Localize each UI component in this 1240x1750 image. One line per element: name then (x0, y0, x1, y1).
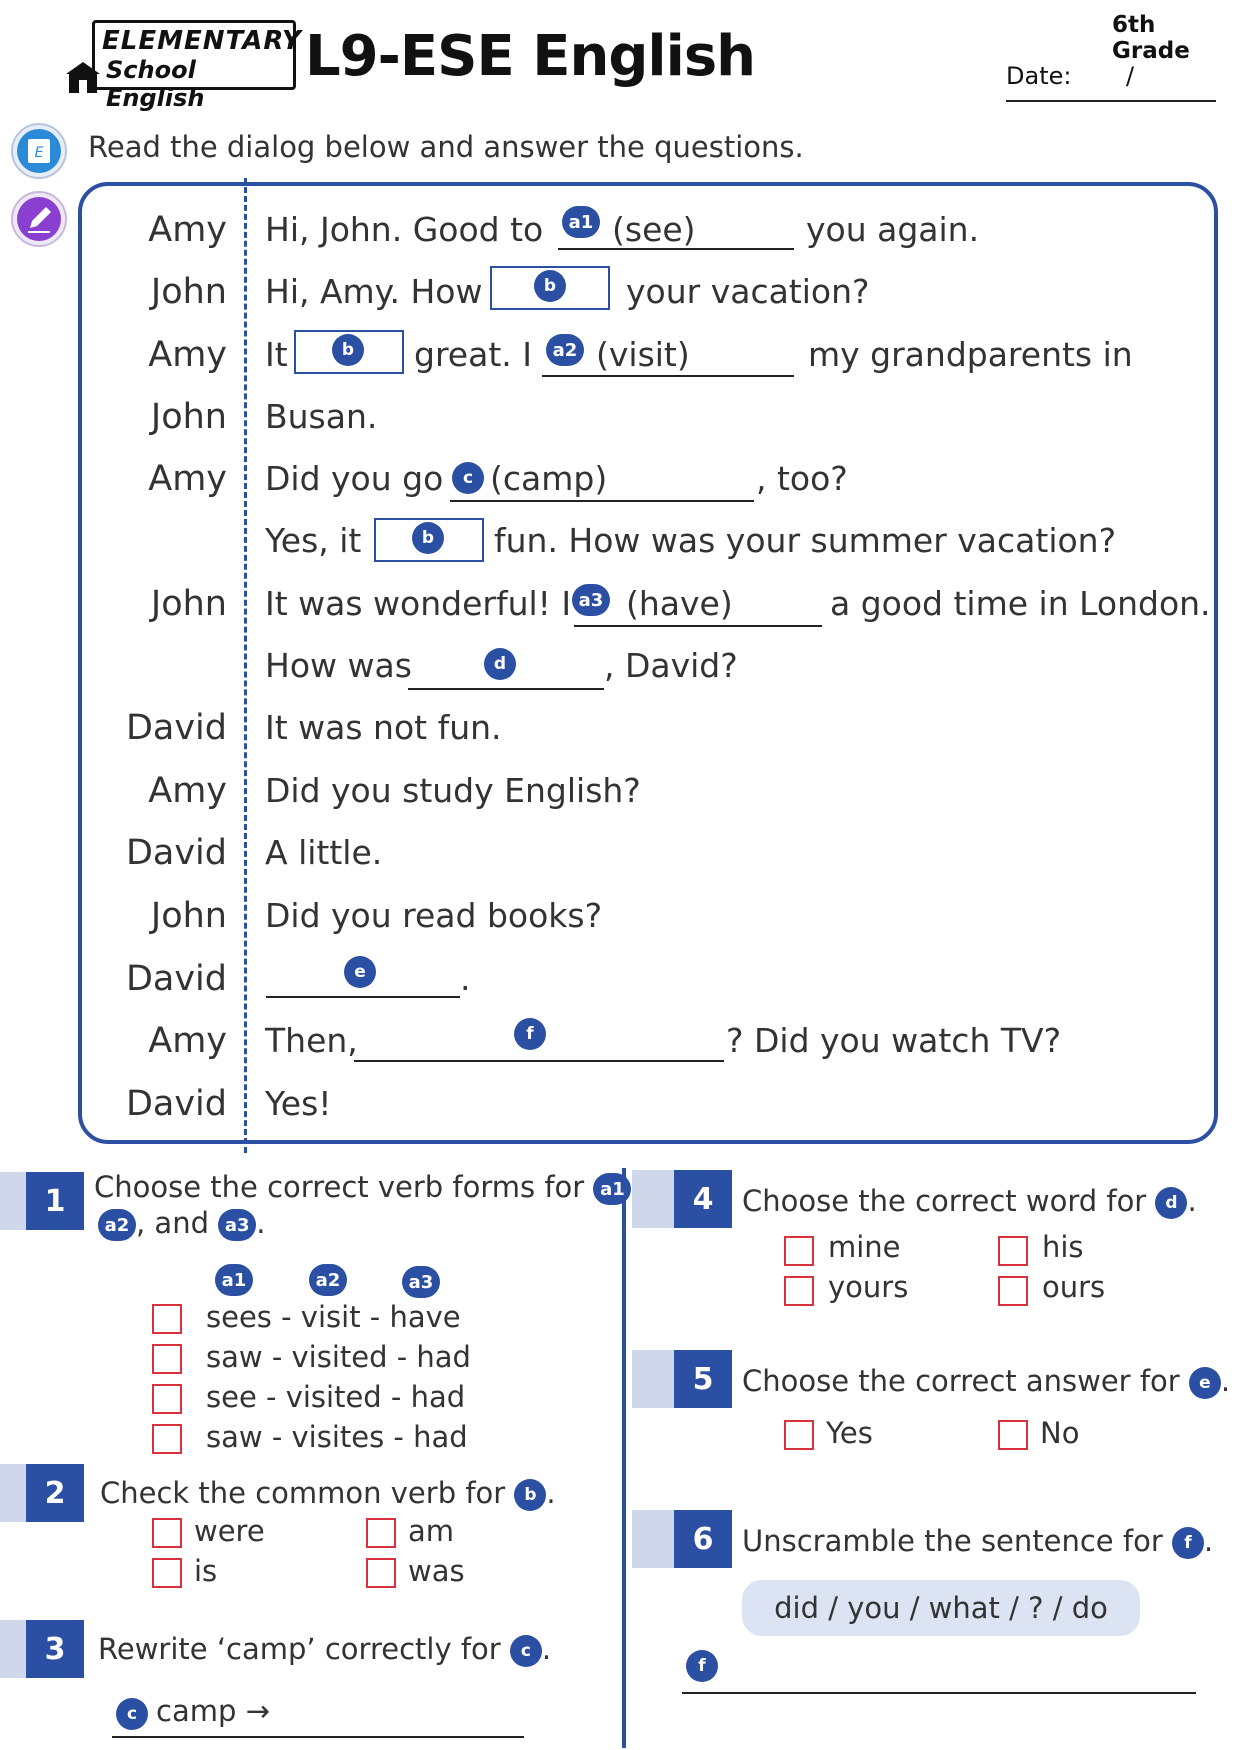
question-6-prompt: Unscramble the sentence for (742, 1524, 1163, 1558)
checkbox-q2-am[interactable] (366, 1518, 396, 1548)
dialog-text: , David? (604, 646, 738, 685)
school-icon (64, 60, 102, 94)
dialog-text: Did you read books? (265, 896, 603, 935)
speaker-label: Amy (148, 335, 227, 375)
scrambled-words (742, 1580, 1140, 1636)
checkbox-q5-yes[interactable] (784, 1420, 814, 1450)
speaker-label: David (125, 833, 227, 873)
checkbox-q2-were[interactable] (152, 1518, 182, 1548)
q6-answer-line[interactable] (682, 1650, 1196, 1694)
dialog-text: How was (265, 646, 412, 685)
book-icon (10, 122, 68, 180)
period: . (546, 1476, 556, 1510)
badge-a1: a1 (593, 1173, 631, 1205)
q2-option: were (194, 1514, 265, 1548)
badge-f: f (1172, 1527, 1204, 1559)
q1-option: saw - visited - had (206, 1340, 471, 1374)
dialog-text: Did you study English? (265, 771, 641, 810)
checkbox-q4-his[interactable] (998, 1236, 1028, 1266)
checkbox-q4-ours[interactable] (998, 1276, 1028, 1306)
q4-option: yours (828, 1270, 909, 1304)
dialog-text: It was not fun. (265, 708, 502, 747)
badge-c: c (116, 1698, 148, 1730)
hint-text: (visit) (596, 335, 690, 374)
badge-a3: a3 (218, 1209, 256, 1241)
speaker-label: Amy (148, 771, 227, 811)
q4-option: ours (1042, 1270, 1106, 1304)
q1-option: saw - visites - had (206, 1420, 468, 1454)
period: . (1187, 1184, 1197, 1218)
badge-c: c (452, 462, 484, 494)
column-badge-a3: a3 (402, 1266, 440, 1298)
logo-top-text: ELEMENTARY (102, 26, 302, 56)
period: . (1203, 1524, 1214, 1558)
dialog-text: , too? (756, 459, 848, 498)
instruction-text: Read the dialog below and answer the questions. (88, 130, 804, 164)
badge-b: b (412, 522, 444, 554)
question-5-text (742, 1364, 1230, 1399)
speaker-label: Amy (148, 210, 227, 250)
date-label: Date: (1006, 62, 1072, 90)
dialog-text: Did you go (265, 459, 444, 498)
badge-d: d (1155, 1187, 1187, 1219)
dialog-text: Yes! (265, 1084, 332, 1123)
q3-answer-prefix: camp → (156, 1694, 270, 1728)
pencil-icon (10, 190, 68, 248)
hint-text: (see) (612, 210, 696, 249)
period: . (256, 1206, 266, 1240)
badge-f: f (514, 1018, 546, 1050)
question-3-text (98, 1632, 551, 1667)
checkbox-q1-opt3[interactable] (152, 1384, 182, 1414)
dialog-text: ? Did you watch TV? (726, 1021, 1062, 1060)
badge-f: f (686, 1650, 718, 1682)
question-1-prompt: Choose the correct verb forms for (94, 1170, 585, 1204)
question-4-text (742, 1184, 1197, 1219)
speaker-label: Amy (148, 1021, 227, 1061)
question-2-text (100, 1476, 556, 1511)
dialog-text: my grandparents in (808, 335, 1133, 374)
checkbox-q1-opt4[interactable] (152, 1424, 182, 1454)
badge-a3: a3 (572, 584, 610, 616)
hint-text: (have) (626, 584, 733, 623)
badge-e: e (344, 956, 376, 988)
speaker-label: David (125, 1084, 227, 1124)
grade-label: 6th Grade (1112, 12, 1190, 64)
dialog-text: your vacation? (626, 272, 870, 311)
question-1-number: 1 (0, 1172, 88, 1230)
dialog-text: a good time in London. (830, 584, 1211, 623)
checkbox-q4-mine[interactable] (784, 1236, 814, 1266)
hint-text: (camp) (490, 459, 608, 498)
q5-option: Yes (826, 1416, 873, 1450)
dialog-text: Busan. (265, 397, 378, 436)
speaker-label: John (150, 272, 227, 312)
date-field[interactable] (1006, 56, 1216, 102)
dialog-text: A little. (265, 833, 383, 872)
dialog-text: Hi, John. Good to (265, 210, 544, 249)
dialog-text: It was wonderful! I (265, 584, 572, 623)
and-text: , and (136, 1206, 209, 1240)
checkbox-q2-is[interactable] (152, 1558, 182, 1588)
question-4-prompt: Choose the correct word for (742, 1184, 1147, 1218)
q2-option: is (194, 1554, 218, 1588)
checkbox-q4-yours[interactable] (784, 1276, 814, 1306)
badge-e: e (1189, 1367, 1221, 1399)
q1-option: sees - visit - have (206, 1300, 461, 1334)
q1-option: see - visited - had (206, 1380, 466, 1414)
column-badge-a1: a1 (215, 1264, 253, 1296)
speaker-label: Amy (148, 459, 227, 499)
period: . (541, 1632, 552, 1666)
speaker-label: David (125, 959, 227, 999)
dialog-text: . (460, 959, 471, 998)
dialog-text: fun. How was your summer vacation? (494, 521, 1117, 560)
question-1-text (94, 1170, 641, 1205)
q4-option: his (1042, 1230, 1084, 1264)
logo-bottom-text: School English (106, 56, 205, 112)
question-4-number: 4 (632, 1170, 732, 1228)
badge-a1: a1 (562, 206, 600, 238)
checkbox-q1-opt1[interactable] (152, 1304, 182, 1334)
badge-a2: a2 (98, 1209, 136, 1241)
badge-b: b (514, 1479, 546, 1511)
question-1-text-cont (98, 1206, 265, 1241)
question-3-number: 3 (0, 1620, 88, 1678)
svg-text:E: E (34, 145, 44, 161)
q2-option: was (408, 1554, 465, 1588)
badge-d: d (484, 648, 516, 680)
checkbox-q1-opt2[interactable] (152, 1344, 182, 1374)
dialog-text: you again. (806, 210, 980, 249)
page-title: L9-ESE English (305, 24, 756, 89)
date-separator: / (1126, 62, 1135, 90)
speaker-label: John (150, 896, 227, 936)
checkbox-q5-no[interactable] (998, 1420, 1028, 1450)
badge-a2: a2 (546, 334, 584, 366)
checkbox-q2-was[interactable] (366, 1558, 396, 1588)
question-2-prompt: Check the common verb for (100, 1476, 506, 1510)
scrambled-text: did / you / what / ? / do (774, 1591, 1108, 1625)
dialog-text: Yes, it (265, 521, 362, 560)
question-6-text (742, 1524, 1213, 1559)
question-3-prompt: Rewrite ‘camp’ correctly for (98, 1632, 501, 1666)
question-2-number: 2 (0, 1464, 88, 1522)
q2-option: am (408, 1514, 455, 1548)
column-divider (622, 1168, 626, 1748)
q5-option: No (1040, 1416, 1080, 1450)
speaker-label: David (125, 708, 227, 748)
dialog-text: Hi, Amy. How (265, 272, 483, 311)
badge-b: b (534, 270, 566, 302)
question-5-prompt: Choose the correct answer for (742, 1364, 1180, 1398)
logo (62, 20, 302, 112)
badge-b: b (332, 334, 364, 366)
dialog-text: It (265, 335, 288, 374)
period: . (1220, 1364, 1231, 1398)
speaker-label: John (150, 584, 227, 624)
badge-c: c (510, 1635, 542, 1667)
speaker-label: John (150, 397, 227, 437)
dialog-text: Then, (265, 1021, 358, 1060)
q4-option: mine (828, 1230, 901, 1264)
dialog-divider (244, 178, 247, 1153)
question-6-number: 6 (632, 1510, 732, 1568)
question-5-number: 5 (632, 1350, 732, 1408)
column-badge-a2: a2 (309, 1264, 347, 1296)
dialog-text: great. I (414, 335, 532, 374)
